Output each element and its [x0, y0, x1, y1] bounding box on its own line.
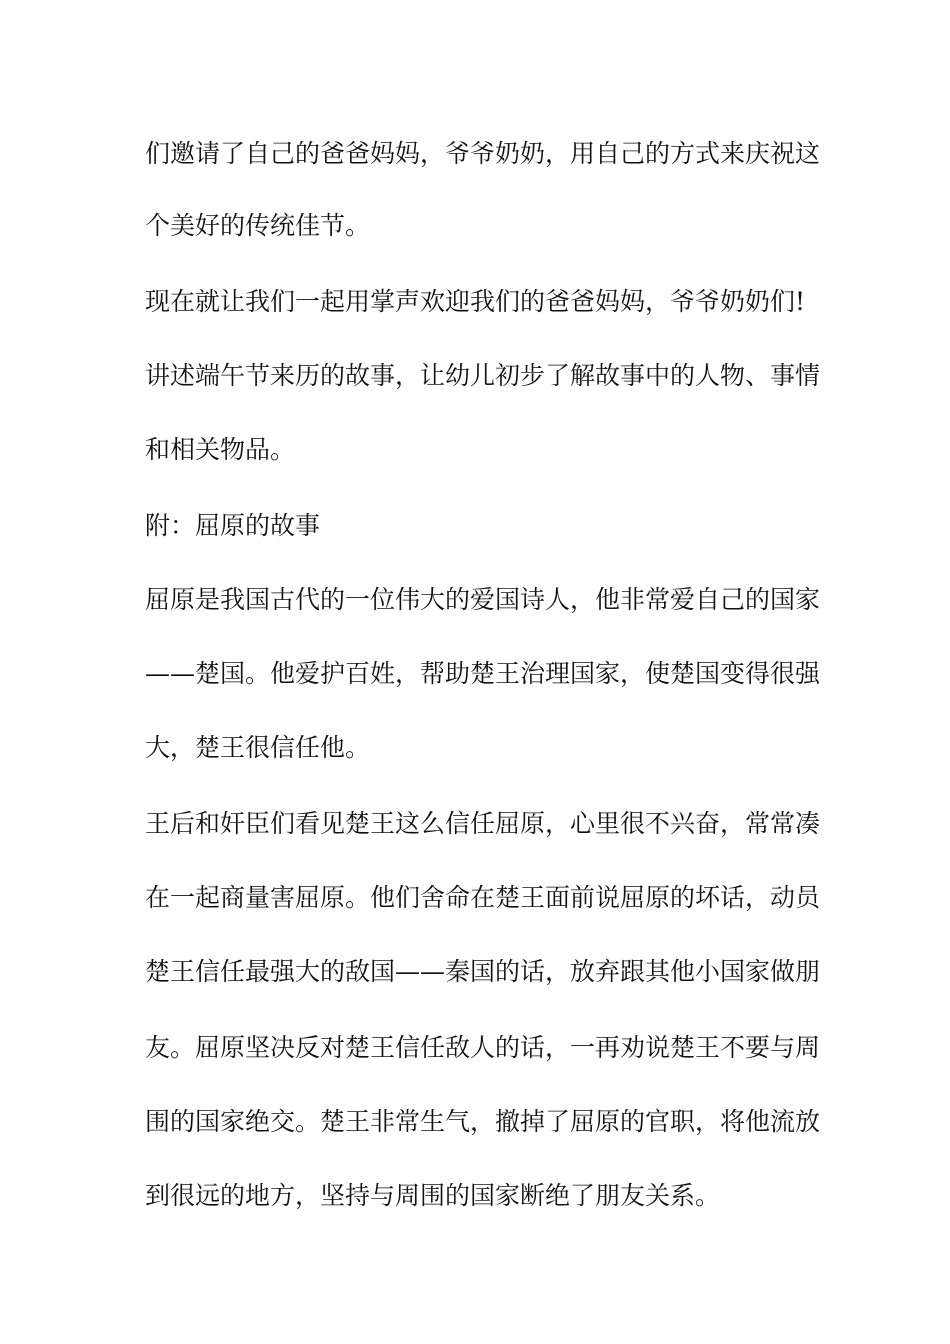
text-line: 大，楚王很信任他。 [145, 733, 371, 762]
text-line: 屈原是我国古代的一位伟大的爱国诗人，他非常爱自己的国家 [145, 585, 821, 614]
text-line: 讲述端午节来历的故事，让幼儿初步了解故事中的人物、事情 [145, 361, 821, 390]
text-line: 个美好的传统佳节。 [145, 211, 371, 240]
text-line: 和相关物品。 [145, 435, 296, 464]
text-line: 王后和奸臣们看见楚王这么信任屈原，心里很不兴奋，常常凑 [145, 809, 821, 838]
text-line: 楚王信任最强大的敌国——秦国的话，放弃跟其他小国家做朋 [145, 957, 821, 986]
text-line: 们邀请了自己的爸爸妈妈，爷爷奶奶，用自己的方式来庆祝这 [145, 139, 821, 168]
section-heading: 附：屈原的故事 [145, 511, 321, 540]
text-line: 围的国家绝交。楚王非常生气，撤掉了屈原的官职，将他流放 [145, 1107, 821, 1136]
text-line: 友。屈原坚决反对楚王信任敌人的话，一再劝说楚王不要与周 [145, 1033, 821, 1062]
text-line: 在一起商量害屈原。他们舍命在楚王面前说屈原的坏话，动员 [145, 883, 821, 912]
text-line: 到很远的地方，坚持与周围的国家断绝了朋友关系。 [145, 1181, 721, 1210]
text-line: ——楚国。他爱护百姓，帮助楚王治理国家，使楚国变得很强 [145, 659, 821, 688]
text-line: 现在就让我们一起用掌声欢迎我们的爸爸妈妈，爷爷奶奶们! [145, 287, 806, 316]
